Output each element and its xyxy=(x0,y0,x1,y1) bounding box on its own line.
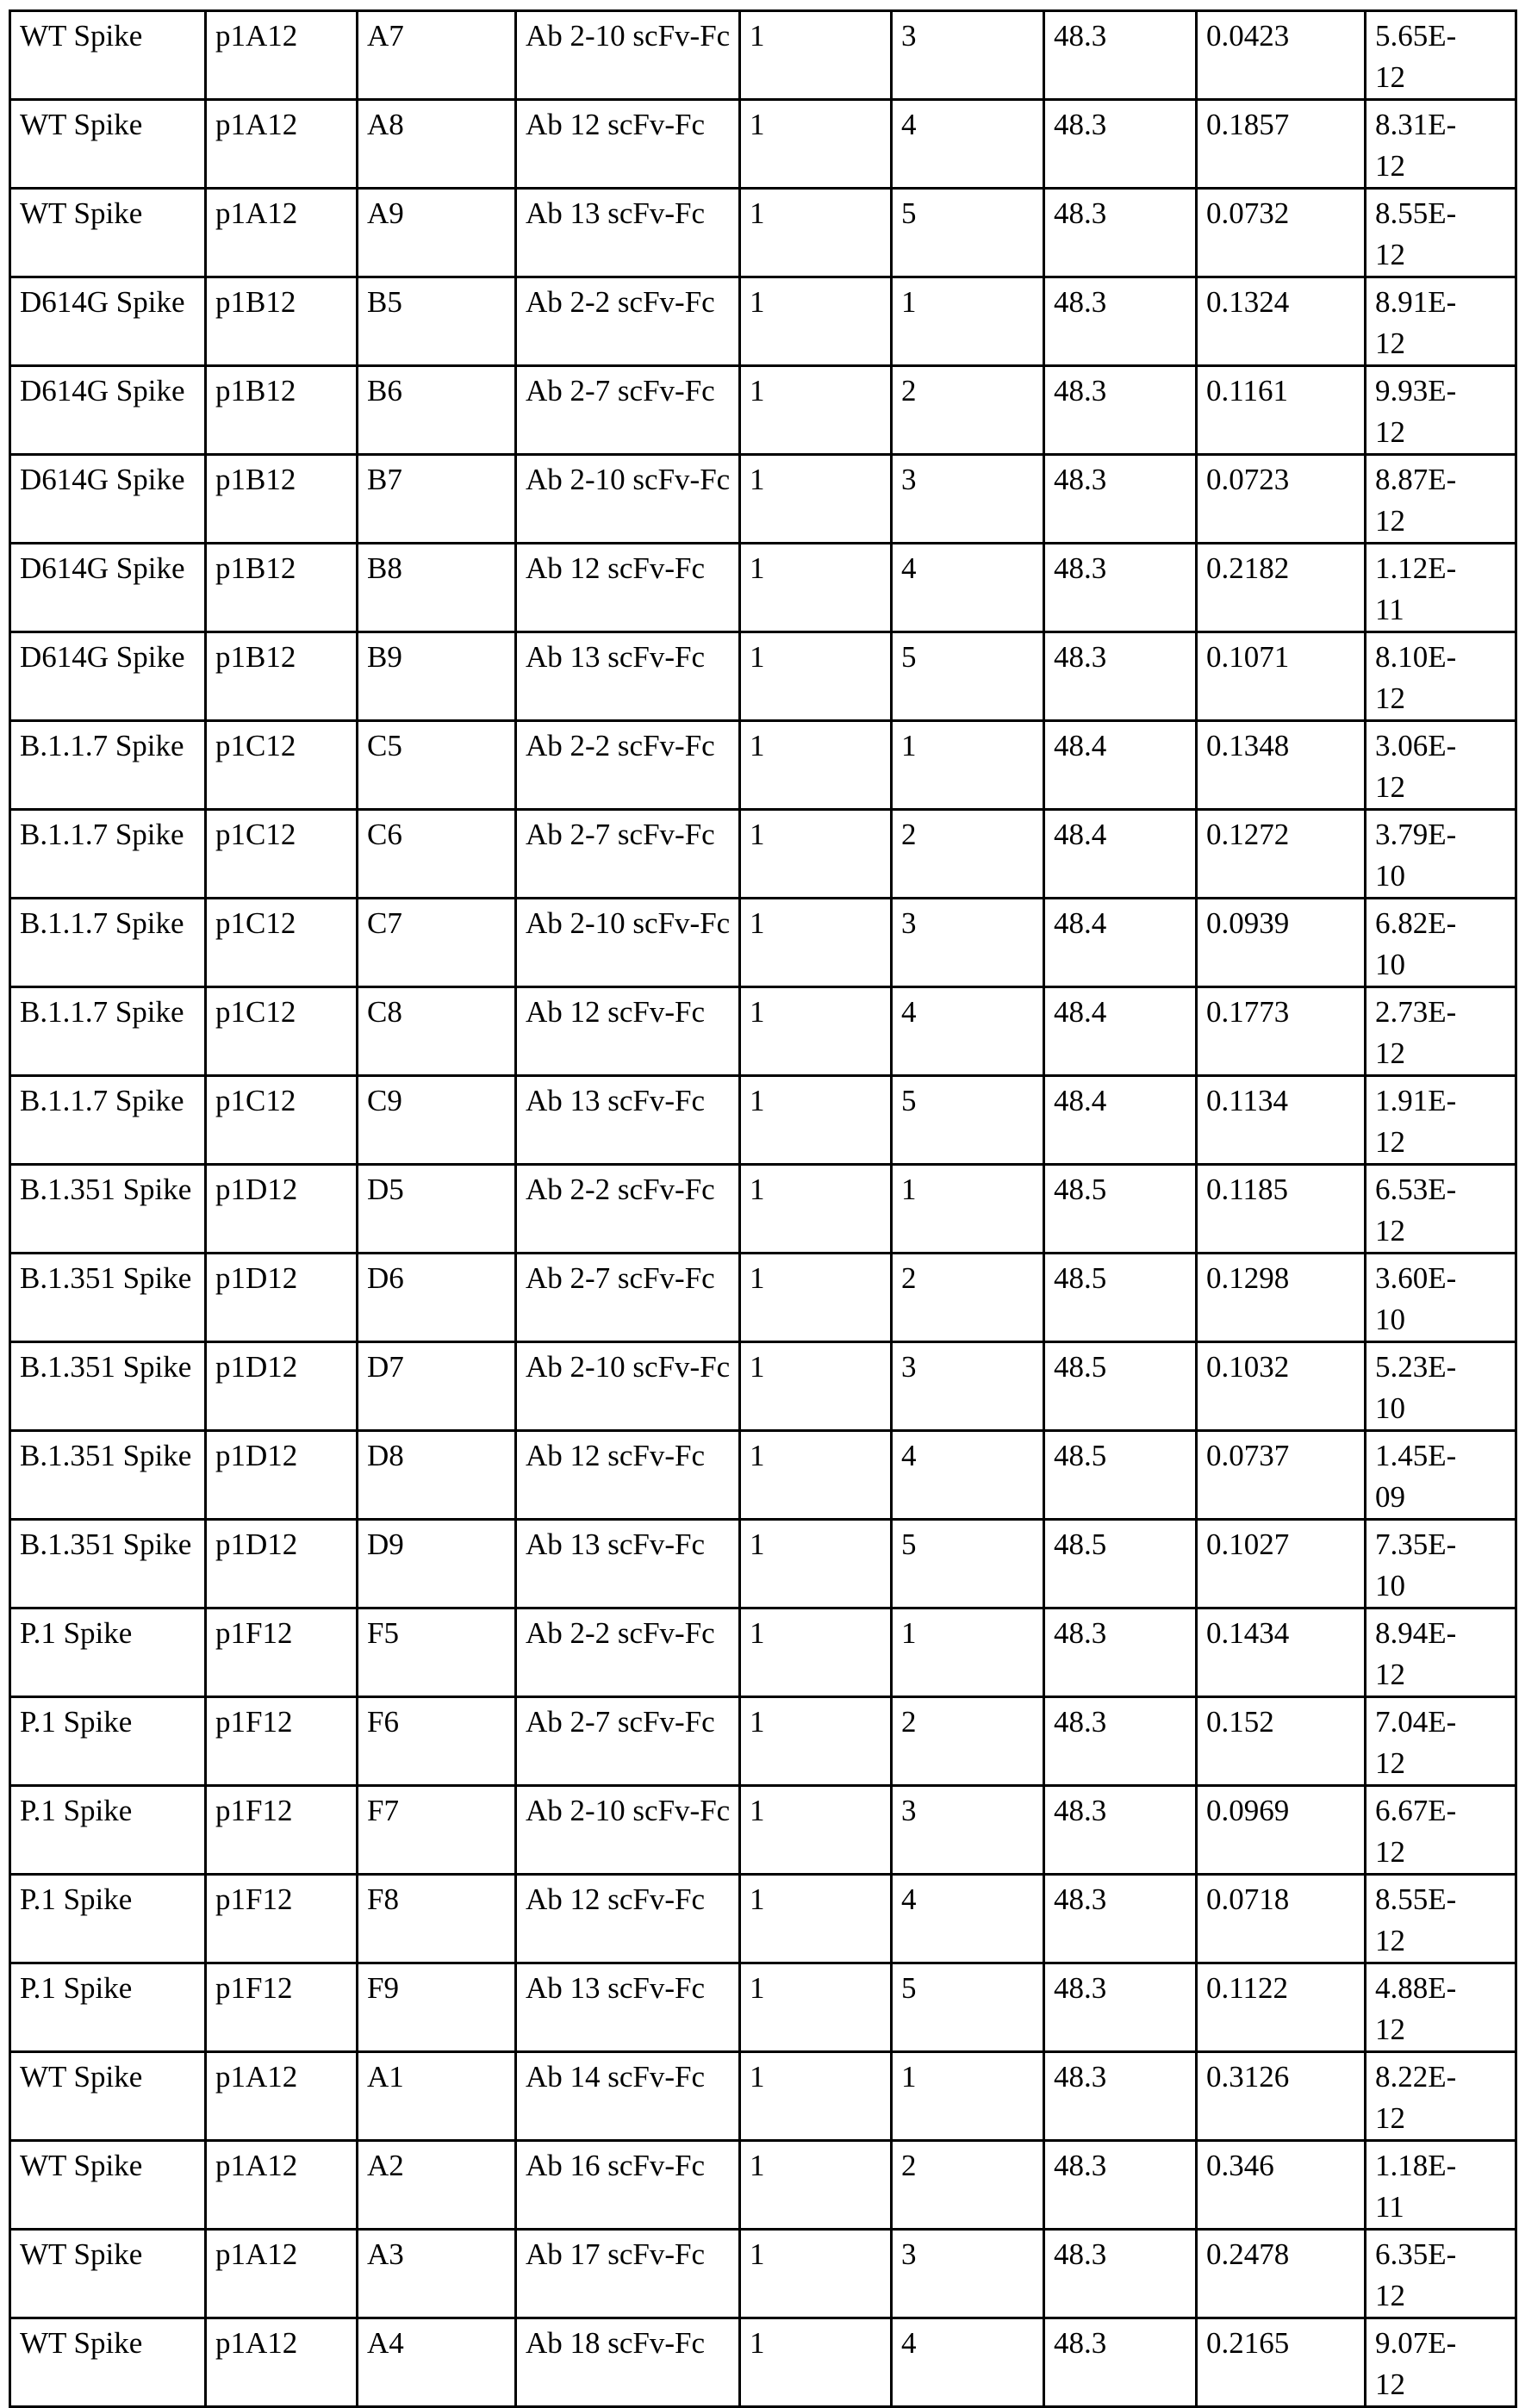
table-row xyxy=(10,2141,1516,2230)
cell-col5: 1 xyxy=(740,2318,892,2407)
cell-spike: D614G Spike xyxy=(10,632,206,721)
table-row xyxy=(10,899,1516,987)
cell-antibody: Ab 14 scFv-Fc xyxy=(516,2052,740,2141)
cell-plate: p1C12 xyxy=(206,1076,358,1165)
cell-well: D5 xyxy=(358,1165,516,1254)
table-row xyxy=(10,1165,1516,1254)
cell-col5: 1 xyxy=(740,2052,892,2141)
kd-value: 4.88E-12 xyxy=(1375,1971,1457,2046)
cell-col5: 1 xyxy=(740,277,892,366)
cell-col5: 1 xyxy=(740,1076,892,1165)
cell-spike: B.1.1.7 Spike xyxy=(10,1076,206,1165)
cell-col8: 0.1071 xyxy=(1197,632,1366,721)
kd-value: 8.55E-12 xyxy=(1375,196,1457,271)
table-row xyxy=(10,277,1516,366)
cell-plate: p1D12 xyxy=(206,1342,358,1431)
cell-spike: D614G Spike xyxy=(10,455,206,544)
cell-col5: 1 xyxy=(740,544,892,632)
cell-spike: WT Spike xyxy=(10,2230,206,2318)
cell-col6: 1 xyxy=(892,2052,1044,2141)
table-row xyxy=(10,1254,1516,1342)
cell-antibody: Ab 2-10 scFv-Fc xyxy=(516,899,740,987)
cell-col9 xyxy=(1366,11,1516,100)
cell-plate: p1B12 xyxy=(206,366,358,455)
kd-value: 6.35E-12 xyxy=(1375,2237,1457,2312)
table-row xyxy=(10,1608,1516,1697)
cell-col7: 48.5 xyxy=(1044,1254,1197,1342)
cell-spike: WT Spike xyxy=(10,100,206,189)
cell-antibody: Ab 12 scFv-Fc xyxy=(516,544,740,632)
kd-value: 1.91E-12 xyxy=(1375,1084,1457,1159)
cell-col7: 48.4 xyxy=(1044,810,1197,899)
cell-plate: p1A12 xyxy=(206,11,358,100)
cell-spike: P.1 Spike xyxy=(10,1786,206,1875)
cell-col7: 48.4 xyxy=(1044,899,1197,987)
cell-col9 xyxy=(1366,721,1516,810)
cell-col5: 1 xyxy=(740,1963,892,2052)
cell-col5: 1 xyxy=(740,1786,892,1875)
table-row xyxy=(10,2230,1516,2318)
cell-plate: p1F12 xyxy=(206,1963,358,2052)
cell-col7: 48.3 xyxy=(1044,1963,1197,2052)
kd-value: 6.53E-12 xyxy=(1375,1173,1457,1248)
cell-col5: 1 xyxy=(740,366,892,455)
cell-col9 xyxy=(1366,1165,1516,1254)
cell-well: C9 xyxy=(358,1076,516,1165)
cell-well: C8 xyxy=(358,987,516,1076)
cell-plate: p1A12 xyxy=(206,189,358,277)
cell-col8: 0.1032 xyxy=(1197,1342,1366,1431)
cell-plate: p1A12 xyxy=(206,2052,358,2141)
cell-col8: 0.1857 xyxy=(1197,100,1366,189)
cell-col5: 1 xyxy=(740,11,892,100)
cell-col9 xyxy=(1366,189,1516,277)
kd-value: 1.12E-11 xyxy=(1375,551,1457,626)
cell-col8: 0.2182 xyxy=(1197,544,1366,632)
cell-col8: 0.0723 xyxy=(1197,455,1366,544)
cell-plate: p1D12 xyxy=(206,1431,358,1520)
cell-col7: 48.3 xyxy=(1044,1608,1197,1697)
cell-col6: 5 xyxy=(892,189,1044,277)
cell-col9 xyxy=(1366,1608,1516,1697)
cell-plate: p1F12 xyxy=(206,1786,358,1875)
cell-col5: 1 xyxy=(740,899,892,987)
cell-spike: WT Spike xyxy=(10,189,206,277)
cell-well: D8 xyxy=(358,1431,516,1520)
cell-col8: 0.1324 xyxy=(1197,277,1366,366)
table-row xyxy=(10,544,1516,632)
cell-well: F7 xyxy=(358,1786,516,1875)
cell-col7: 48.3 xyxy=(1044,455,1197,544)
cell-antibody: Ab 2-10 scFv-Fc xyxy=(516,455,740,544)
cell-col5: 1 xyxy=(740,2230,892,2318)
cell-col6: 3 xyxy=(892,899,1044,987)
data-table xyxy=(9,9,1517,2408)
cell-col9 xyxy=(1366,455,1516,544)
cell-well: A7 xyxy=(358,11,516,100)
cell-col5: 1 xyxy=(740,1520,892,1608)
cell-col8: 0.1773 xyxy=(1197,987,1366,1076)
cell-spike: P.1 Spike xyxy=(10,1697,206,1786)
kd-value: 7.35E-10 xyxy=(1375,1528,1457,1602)
cell-col6: 1 xyxy=(892,1165,1044,1254)
cell-spike: P.1 Spike xyxy=(10,1875,206,1963)
cell-col7: 48.3 xyxy=(1044,632,1197,721)
cell-plate: p1F12 xyxy=(206,1697,358,1786)
cell-col6: 5 xyxy=(892,1520,1044,1608)
cell-col7: 48.3 xyxy=(1044,366,1197,455)
cell-col8: 0.1348 xyxy=(1197,721,1366,810)
cell-col6: 5 xyxy=(892,1963,1044,2052)
cell-col7: 48.4 xyxy=(1044,721,1197,810)
cell-col6: 4 xyxy=(892,100,1044,189)
cell-spike: B.1.1.7 Spike xyxy=(10,721,206,810)
cell-col6: 4 xyxy=(892,2318,1044,2407)
cell-col8: 0.346 xyxy=(1197,2141,1366,2230)
kd-value: 8.91E-12 xyxy=(1375,285,1457,360)
kd-value: 3.06E-12 xyxy=(1375,729,1457,804)
cell-antibody: Ab 2-10 scFv-Fc xyxy=(516,1786,740,1875)
cell-col9 xyxy=(1366,2318,1516,2407)
cell-col5: 1 xyxy=(740,189,892,277)
cell-col7: 48.3 xyxy=(1044,189,1197,277)
cell-col8: 0.1027 xyxy=(1197,1520,1366,1608)
cell-col8: 0.0732 xyxy=(1197,189,1366,277)
cell-col6: 3 xyxy=(892,1342,1044,1431)
cell-plate: p1B12 xyxy=(206,544,358,632)
cell-well: D6 xyxy=(358,1254,516,1342)
cell-col6: 2 xyxy=(892,1697,1044,1786)
cell-plate: p1D12 xyxy=(206,1254,358,1342)
table-row xyxy=(10,366,1516,455)
cell-antibody: Ab 17 scFv-Fc xyxy=(516,2230,740,2318)
cell-well: A9 xyxy=(358,189,516,277)
cell-spike: P.1 Spike xyxy=(10,1963,206,2052)
cell-plate: p1A12 xyxy=(206,2230,358,2318)
cell-antibody: Ab 13 scFv-Fc xyxy=(516,1520,740,1608)
cell-plate: p1B12 xyxy=(206,632,358,721)
cell-antibody: Ab 13 scFv-Fc xyxy=(516,1963,740,2052)
cell-col7: 48.3 xyxy=(1044,2052,1197,2141)
kd-value: 8.10E-12 xyxy=(1375,640,1457,715)
table-row xyxy=(10,1076,1516,1165)
cell-col9 xyxy=(1366,100,1516,189)
cell-col7: 48.3 xyxy=(1044,1697,1197,1786)
cell-col5: 1 xyxy=(740,1875,892,1963)
cell-plate: p1A12 xyxy=(206,100,358,189)
cell-col6: 1 xyxy=(892,277,1044,366)
cell-well: B8 xyxy=(358,544,516,632)
kd-value: 8.22E-12 xyxy=(1375,2060,1457,2135)
kd-value: 2.73E-12 xyxy=(1375,995,1457,1070)
cell-col9 xyxy=(1366,1786,1516,1875)
cell-well: F8 xyxy=(358,1875,516,1963)
cell-plate: p1C12 xyxy=(206,721,358,810)
cell-well: A3 xyxy=(358,2230,516,2318)
cell-col9 xyxy=(1366,1875,1516,1963)
cell-col8: 0.1134 xyxy=(1197,1076,1366,1165)
cell-antibody: Ab 2-2 scFv-Fc xyxy=(516,1608,740,1697)
cell-plate: p1A12 xyxy=(206,2141,358,2230)
kd-value: 3.60E-10 xyxy=(1375,1261,1457,1336)
cell-plate: p1C12 xyxy=(206,987,358,1076)
cell-antibody: Ab 12 scFv-Fc xyxy=(516,100,740,189)
table-row xyxy=(10,987,1516,1076)
cell-col6: 3 xyxy=(892,1786,1044,1875)
cell-col8: 0.1161 xyxy=(1197,366,1366,455)
cell-antibody: Ab 12 scFv-Fc xyxy=(516,1875,740,1963)
cell-antibody: Ab 13 scFv-Fc xyxy=(516,632,740,721)
cell-plate: p1A12 xyxy=(206,2318,358,2407)
kd-value: 8.94E-12 xyxy=(1375,1616,1457,1691)
cell-col6: 2 xyxy=(892,810,1044,899)
kd-value: 3.79E-10 xyxy=(1375,818,1457,893)
cell-well: B9 xyxy=(358,632,516,721)
table-row xyxy=(10,721,1516,810)
cell-col5: 1 xyxy=(740,2141,892,2230)
table-body xyxy=(10,11,1516,2407)
cell-col6: 4 xyxy=(892,544,1044,632)
cell-antibody: Ab 2-7 scFv-Fc xyxy=(516,810,740,899)
cell-col8: 0.1434 xyxy=(1197,1608,1366,1697)
cell-plate: p1C12 xyxy=(206,810,358,899)
cell-col7: 48.4 xyxy=(1044,987,1197,1076)
cell-spike: D614G Spike xyxy=(10,277,206,366)
cell-col6: 3 xyxy=(892,11,1044,100)
cell-spike: B.1.1.7 Spike xyxy=(10,810,206,899)
cell-col5: 1 xyxy=(740,100,892,189)
cell-col8: 0.0718 xyxy=(1197,1875,1366,1963)
cell-spike: B.1.1.7 Spike xyxy=(10,899,206,987)
cell-col6: 1 xyxy=(892,1608,1044,1697)
kd-value: 5.23E-10 xyxy=(1375,1350,1457,1425)
cell-col7: 48.5 xyxy=(1044,1431,1197,1520)
cell-col7: 48.3 xyxy=(1044,1786,1197,1875)
cell-col6: 4 xyxy=(892,1875,1044,1963)
kd-value: 8.87E-12 xyxy=(1375,463,1457,538)
cell-col5: 1 xyxy=(740,1608,892,1697)
cell-col5: 1 xyxy=(740,1697,892,1786)
cell-plate: p1D12 xyxy=(206,1165,358,1254)
table-row xyxy=(10,632,1516,721)
cell-well: B5 xyxy=(358,277,516,366)
kd-value: 9.93E-12 xyxy=(1375,374,1457,449)
kd-value: 6.82E-10 xyxy=(1375,906,1457,981)
cell-antibody: Ab 13 scFv-Fc xyxy=(516,189,740,277)
cell-plate: p1D12 xyxy=(206,1520,358,1608)
cell-col7: 48.3 xyxy=(1044,2230,1197,2318)
cell-col5: 1 xyxy=(740,455,892,544)
cell-antibody: Ab 2-7 scFv-Fc xyxy=(516,1254,740,1342)
cell-col9 xyxy=(1366,2230,1516,2318)
cell-well: A1 xyxy=(358,2052,516,2141)
cell-col8: 0.1298 xyxy=(1197,1254,1366,1342)
cell-col8: 0.3126 xyxy=(1197,2052,1366,2141)
kd-value: 8.31E-12 xyxy=(1375,108,1457,183)
cell-col5: 1 xyxy=(740,987,892,1076)
cell-col6: 5 xyxy=(892,1076,1044,1165)
cell-col8: 0.1272 xyxy=(1197,810,1366,899)
cell-spike: WT Spike xyxy=(10,2141,206,2230)
cell-antibody: Ab 13 scFv-Fc xyxy=(516,1076,740,1165)
cell-antibody: Ab 12 scFv-Fc xyxy=(516,1431,740,1520)
cell-col8: 0.0737 xyxy=(1197,1431,1366,1520)
cell-well: F5 xyxy=(358,1608,516,1697)
cell-col9 xyxy=(1366,1076,1516,1165)
cell-antibody: Ab 2-10 scFv-Fc xyxy=(516,1342,740,1431)
cell-col9 xyxy=(1366,899,1516,987)
cell-col8: 0.1185 xyxy=(1197,1165,1366,1254)
cell-antibody: Ab 2-10 scFv-Fc xyxy=(516,11,740,100)
cell-col9 xyxy=(1366,366,1516,455)
cell-col7: 48.5 xyxy=(1044,1165,1197,1254)
cell-spike: P.1 Spike xyxy=(10,1608,206,1697)
cell-col6: 2 xyxy=(892,366,1044,455)
cell-col8: 0.0939 xyxy=(1197,899,1366,987)
table-row xyxy=(10,1786,1516,1875)
cell-col9 xyxy=(1366,987,1516,1076)
cell-antibody: Ab 2-7 scFv-Fc xyxy=(516,366,740,455)
cell-col7: 48.3 xyxy=(1044,2141,1197,2230)
cell-col7: 48.3 xyxy=(1044,1875,1197,1963)
cell-antibody: Ab 2-2 scFv-Fc xyxy=(516,277,740,366)
cell-col6: 4 xyxy=(892,987,1044,1076)
cell-col8: 0.2165 xyxy=(1197,2318,1366,2407)
cell-antibody: Ab 2-7 scFv-Fc xyxy=(516,1697,740,1786)
cell-plate: p1C12 xyxy=(206,899,358,987)
table-row xyxy=(10,455,1516,544)
table-row xyxy=(10,2318,1516,2407)
cell-antibody: Ab 12 scFv-Fc xyxy=(516,987,740,1076)
cell-spike: B.1.351 Spike xyxy=(10,1520,206,1608)
cell-col8: 0.1122 xyxy=(1197,1963,1366,2052)
cell-col6: 4 xyxy=(892,1431,1044,1520)
cell-col5: 1 xyxy=(740,1165,892,1254)
cell-col6: 3 xyxy=(892,2230,1044,2318)
cell-col6: 3 xyxy=(892,455,1044,544)
table-row xyxy=(10,2052,1516,2141)
cell-plate: p1B12 xyxy=(206,277,358,366)
cell-col5: 1 xyxy=(740,1342,892,1431)
cell-plate: p1F12 xyxy=(206,1875,358,1963)
cell-well: F9 xyxy=(358,1963,516,2052)
cell-plate: p1B12 xyxy=(206,455,358,544)
kd-value: 8.55E-12 xyxy=(1375,1882,1457,1957)
cell-col8: 0.0423 xyxy=(1197,11,1366,100)
kd-value: 5.65E-12 xyxy=(1375,19,1457,94)
table-row xyxy=(10,810,1516,899)
cell-well: D9 xyxy=(358,1520,516,1608)
cell-well: C5 xyxy=(358,721,516,810)
cell-col9 xyxy=(1366,277,1516,366)
table-row xyxy=(10,1875,1516,1963)
cell-col6: 5 xyxy=(892,632,1044,721)
cell-spike: B.1.351 Spike xyxy=(10,1342,206,1431)
cell-col9 xyxy=(1366,810,1516,899)
kd-value: 1.18E-11 xyxy=(1375,2149,1457,2224)
cell-col7: 48.3 xyxy=(1044,277,1197,366)
cell-spike: B.1.351 Spike xyxy=(10,1165,206,1254)
cell-col5: 1 xyxy=(740,721,892,810)
kd-value: 6.67E-12 xyxy=(1375,1794,1457,1869)
cell-antibody: Ab 16 scFv-Fc xyxy=(516,2141,740,2230)
cell-spike: D614G Spike xyxy=(10,366,206,455)
cell-spike: WT Spike xyxy=(10,2318,206,2407)
cell-well: C7 xyxy=(358,899,516,987)
cell-col5: 1 xyxy=(740,632,892,721)
cell-antibody: Ab 2-2 scFv-Fc xyxy=(516,721,740,810)
cell-antibody: Ab 18 scFv-Fc xyxy=(516,2318,740,2407)
cell-spike: WT Spike xyxy=(10,11,206,100)
table-row xyxy=(10,1431,1516,1520)
cell-spike: WT Spike xyxy=(10,2052,206,2141)
cell-col9 xyxy=(1366,1697,1516,1786)
cell-col9 xyxy=(1366,1520,1516,1608)
cell-col7: 48.3 xyxy=(1044,2318,1197,2407)
cell-col9 xyxy=(1366,1963,1516,2052)
cell-col7: 48.5 xyxy=(1044,1520,1197,1608)
cell-spike: B.1.351 Spike xyxy=(10,1431,206,1520)
cell-col6: 1 xyxy=(892,721,1044,810)
cell-col6: 2 xyxy=(892,1254,1044,1342)
cell-well: C6 xyxy=(358,810,516,899)
cell-well: D7 xyxy=(358,1342,516,1431)
cell-col9 xyxy=(1366,2052,1516,2141)
table-row xyxy=(10,1697,1516,1786)
cell-col8: 0.152 xyxy=(1197,1697,1366,1786)
table-row xyxy=(10,11,1516,100)
cell-col9 xyxy=(1366,1431,1516,1520)
cell-plate: p1F12 xyxy=(206,1608,358,1697)
cell-well: A8 xyxy=(358,100,516,189)
cell-col9 xyxy=(1366,2141,1516,2230)
cell-spike: B.1.1.7 Spike xyxy=(10,987,206,1076)
cell-col5: 1 xyxy=(740,1431,892,1520)
cell-col8: 0.0969 xyxy=(1197,1786,1366,1875)
kd-value: 7.04E-12 xyxy=(1375,1705,1457,1780)
cell-col7: 48.4 xyxy=(1044,1076,1197,1165)
table-row xyxy=(10,1963,1516,2052)
cell-col9 xyxy=(1366,544,1516,632)
cell-col9 xyxy=(1366,632,1516,721)
table-row xyxy=(10,189,1516,277)
table-row xyxy=(10,1342,1516,1431)
cell-well: F6 xyxy=(358,1697,516,1786)
cell-col9 xyxy=(1366,1254,1516,1342)
cell-well: A2 xyxy=(358,2141,516,2230)
cell-well: B7 xyxy=(358,455,516,544)
kd-value: 9.07E-12 xyxy=(1375,2326,1457,2401)
cell-spike: D614G Spike xyxy=(10,544,206,632)
table-row xyxy=(10,1520,1516,1608)
cell-col6: 2 xyxy=(892,2141,1044,2230)
cell-col5: 1 xyxy=(740,1254,892,1342)
cell-col9 xyxy=(1366,1342,1516,1431)
cell-antibody: Ab 2-2 scFv-Fc xyxy=(516,1165,740,1254)
cell-well: B6 xyxy=(358,366,516,455)
cell-well: A4 xyxy=(358,2318,516,2407)
cell-col5: 1 xyxy=(740,810,892,899)
kd-value: 1.45E-09 xyxy=(1375,1439,1457,1514)
cell-spike: B.1.351 Spike xyxy=(10,1254,206,1342)
cell-col7: 48.3 xyxy=(1044,544,1197,632)
cell-col7: 48.5 xyxy=(1044,1342,1197,1431)
cell-col7: 48.3 xyxy=(1044,100,1197,189)
cell-col8: 0.2478 xyxy=(1197,2230,1366,2318)
cell-col7: 48.3 xyxy=(1044,11,1197,100)
table-row xyxy=(10,100,1516,189)
